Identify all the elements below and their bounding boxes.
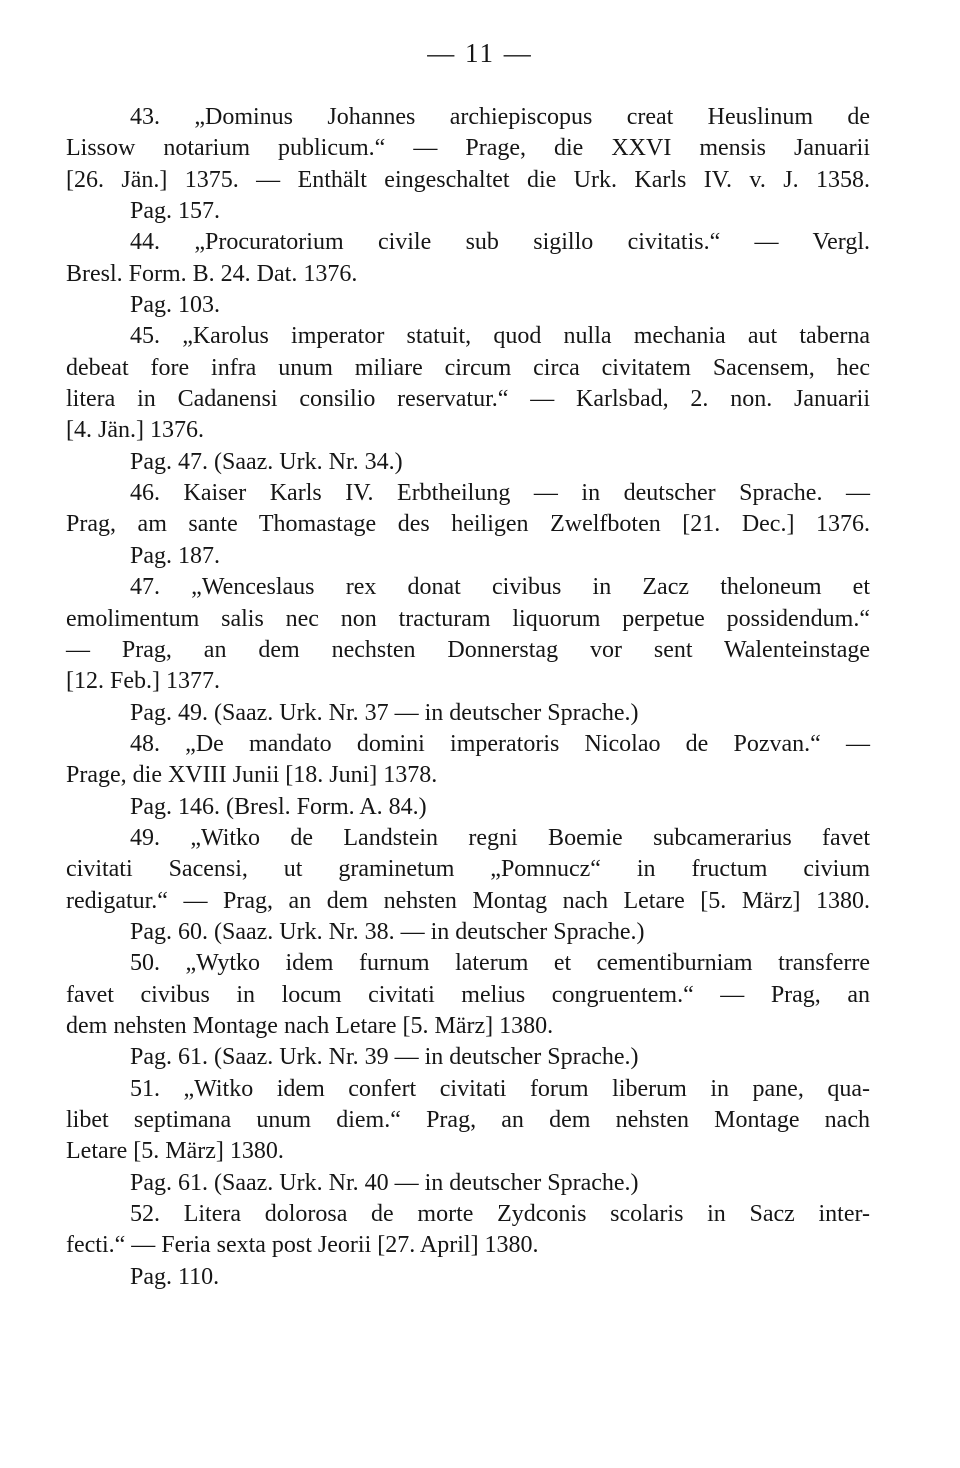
text-line: redigatur.“ — Prag, an dem nehsten Montag nach Letare [5. März] 1380. xyxy=(66,887,870,914)
text-line: — Prag, an dem nechsten Donnerstag vor sent Walenteinstage xyxy=(66,636,870,663)
text-line: Pag. 146. (Bresl. Form. A. 84.) xyxy=(130,793,427,820)
text-line: debeat fore infra unum miliare circum circa civitatem Sacensem, hec xyxy=(66,354,870,381)
text-line: 47. „Wenceslaus rex donat civibus in Zacz theloneum et xyxy=(130,574,870,601)
text-line: litera in Cadanensi consilio reservatur.“ — Karlsbad, 2. non. Januarii xyxy=(66,386,870,413)
text-line: 50. „Wytko idem furnum laterum et cementiburniam transferre xyxy=(130,950,870,977)
text-line: fecti.“ — Feria sexta post Jeorii [27. April] 1380. xyxy=(66,1232,539,1259)
text-line: Pag. 187. xyxy=(130,542,220,569)
text-line: [4. Jän.] 1376. xyxy=(66,417,204,444)
text-line: 45. „Karolus imperator statuit, quod nulla mechania aut taberna xyxy=(130,323,870,350)
text-line: Bresl. Form. B. 24. Dat. 1376. xyxy=(66,260,358,287)
text-line: Lissow notarium publicum.“ — Prage, die XXVI mensis Januarii xyxy=(66,135,870,162)
text-line: Pag. 49. (Saaz. Urk. Nr. 37 — in deutscher Sprache.) xyxy=(130,699,639,726)
text-line: Prag, am sante Thomastage des heiligen Zwelfboten [21. Dec.] 1376. xyxy=(66,511,870,538)
text-line: 49. „Witko de Landstein regni Boemie subcamerarius favet xyxy=(130,824,870,851)
text-line: libet septimana unum diem.“ Prag, an dem nehsten Montage nach xyxy=(66,1107,870,1133)
text-line: dem nehsten Montage nach Letare [5. März] 1380. xyxy=(66,1012,554,1039)
text-line: Prage, die XVIII Junii [18. Juni] 1378. xyxy=(66,762,438,789)
text-line: favet civibus in locum civitati melius congruentem.“ — Prag, an xyxy=(66,981,870,1008)
text-line: Letare [5. März] 1380. xyxy=(66,1138,284,1165)
page-number: — 11 — xyxy=(427,38,533,68)
text-line: [26. Jän.] 1375. — Enthält eingeschaltet die Urk. Karls IV. v. J. 1358. xyxy=(66,166,870,193)
text-line: 52. Litera dolorosa de morte Zydconis scolaris in Sacz inter- xyxy=(130,1201,870,1228)
text-line: civitati Sacensi, ut graminetum „Pomnucz“ in fructum civium xyxy=(66,856,870,883)
text-line: 48. „De mandato domini imperatoris Nicolao de Pozvan.“ — xyxy=(130,730,870,757)
text-line: [12. Feb.] 1377. xyxy=(66,668,220,695)
text-line: 51. „Witko idem confert civitati forum liberum in pane, qua- xyxy=(130,1075,870,1102)
text-line: 46. Kaiser Karls IV. Erbtheilung — in deutscher Sprache. — xyxy=(130,480,870,507)
text-line: 44. „Procuratorium civile sub sigillo civitatis.“ — Vergl. xyxy=(130,229,870,256)
text-body xyxy=(66,102,870,1293)
text-line: Pag. 47. (Saaz. Urk. Nr. 34.) xyxy=(130,448,403,475)
text-line: Pag. 61. (Saaz. Urk. Nr. 40 — in deutscher Sprache.) xyxy=(130,1169,639,1196)
text-line: Pag. 110. xyxy=(130,1263,220,1290)
text-line: Pag. 157. xyxy=(130,198,220,225)
text-line: emolimentum salis nec non tracturam liquorum perpetue possidendum.“ xyxy=(66,605,870,632)
text-line: 43. „Dominus Johannes archiepiscopus creat Heuslinum de xyxy=(130,104,870,130)
text-line: Pag. 60. (Saaz. Urk. Nr. 38. — in deutscher Sprache.) xyxy=(130,918,645,945)
text-line: Pag. 61. (Saaz. Urk. Nr. 39 — in deutscher Sprache.) xyxy=(130,1044,639,1071)
text-line: Pag. 103. xyxy=(130,292,220,319)
